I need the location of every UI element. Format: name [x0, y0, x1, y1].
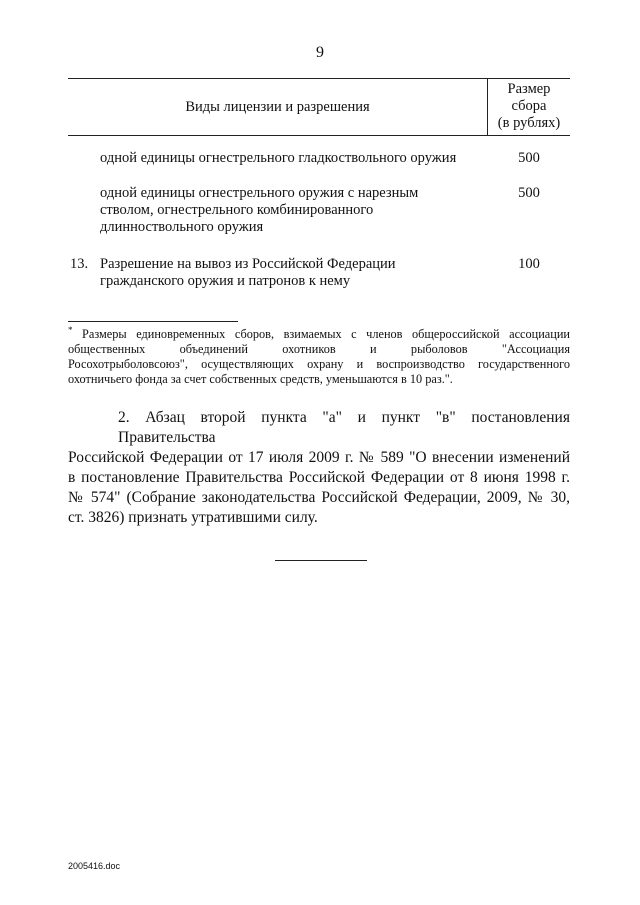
- header-fee-line: (в рублях): [497, 115, 561, 131]
- header-fee-amount: [488, 81, 570, 132]
- table-row-text: [100, 256, 500, 290]
- table-row-text: [100, 150, 500, 167]
- paragraph-line: Российской Федерации от 17 июля 2009 г. № 589 "О внесении изменений: [68, 449, 570, 466]
- page-number: 9: [316, 44, 324, 61]
- footnote-separator: [68, 321, 238, 322]
- row-line: стволом, огнестрельного комбинированного: [100, 202, 374, 218]
- footnote-line: общественных объединений охотников и рыболовов "Ассоциация: [68, 342, 570, 357]
- paragraph-line: ст. 3826) признать утратившими силу.: [68, 509, 318, 526]
- footnote-line: [68, 323, 570, 342]
- row-line: длинноствольного оружия: [100, 219, 264, 235]
- table-row-amount: 500: [518, 185, 540, 201]
- row-line: Разрешение на вывоз из Российской Федерации: [100, 256, 396, 272]
- row-line: гражданского оружия и патронов к нему: [100, 273, 351, 289]
- footnote-marker: *: [68, 325, 73, 335]
- row-line: одной единицы огнестрельного гладкоствольного оружия: [100, 150, 457, 166]
- header-fee-line: Размер: [507, 81, 551, 97]
- end-rule: [275, 560, 367, 561]
- paragraph-line: в постановление Правительства Российской Федерации от 8 июня 1998 г.: [68, 469, 570, 486]
- table-row-number: 13.: [70, 256, 89, 272]
- footnote-line: Росохотрыболовсоюз", осуществляющих охрану и воспроизводство государственного: [68, 357, 570, 372]
- footnote-text: Размеры единовременных сборов, взимаемых с членов общероссийской ассоциации: [82, 327, 570, 342]
- table-row-text: [100, 185, 500, 236]
- fee-table-header: [68, 78, 570, 136]
- footnote: [68, 323, 570, 387]
- paragraph-line: 2. Абзац второй пункта "а" и пункт "в" постановления Правительства: [118, 409, 570, 446]
- row-line: одной единицы огнестрельного оружия с нарезным: [100, 185, 419, 201]
- header-license-types: Виды лицензии и разрешения: [185, 98, 370, 115]
- footnote-line: охотничьего фонда за счет собственных средств, уменьшаются в 10 раз.".: [68, 372, 453, 387]
- table-row-amount: 100: [518, 256, 540, 272]
- paragraph-line: № 574" (Собрание законодательства Российской Федерации, 2009, № 30,: [68, 489, 570, 506]
- table-row-amount: 500: [518, 150, 540, 166]
- document-reference: 2005416.doc: [68, 861, 121, 871]
- body-paragraph: [68, 408, 570, 528]
- header-fee-line: сбора: [511, 98, 547, 114]
